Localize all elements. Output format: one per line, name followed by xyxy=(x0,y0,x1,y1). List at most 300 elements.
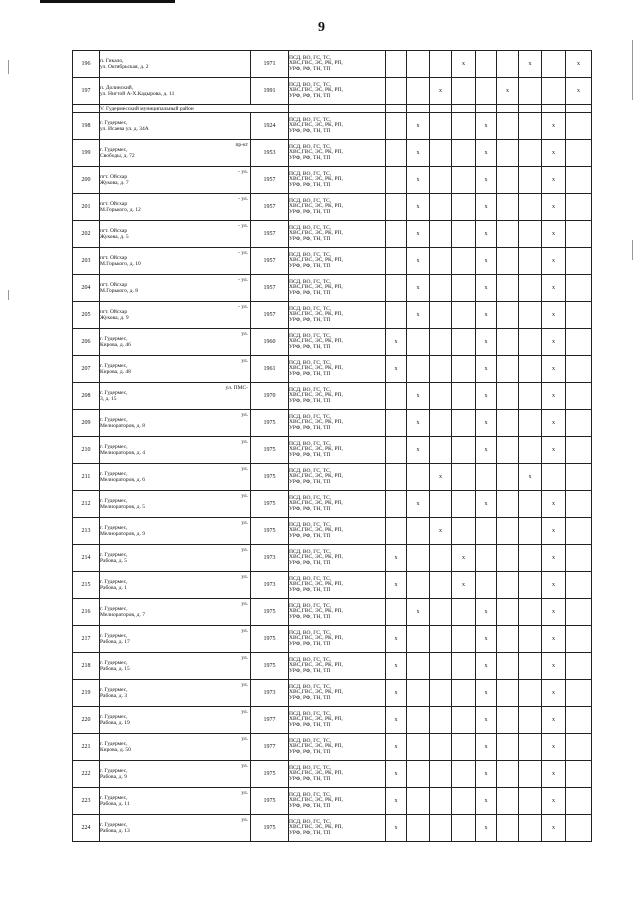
address-line-1: г. Гудермес, xyxy=(100,416,128,423)
systems-line-1: ПСД, ВО, ГС, ТС, xyxy=(289,305,332,312)
year-built: 1957 xyxy=(251,194,289,221)
mark-cell: x xyxy=(476,140,497,167)
year-built: 1975 xyxy=(251,761,289,788)
mark-cell xyxy=(519,518,542,545)
systems-line-1: ПСД, ВО, ГС, ТС, xyxy=(289,116,332,123)
systems-line-3: УРФ, РФ, ТН, ТП xyxy=(289,370,331,377)
mark-cell xyxy=(497,599,519,626)
mark-cell: x xyxy=(476,815,497,842)
mark-cell xyxy=(519,221,542,248)
table-row xyxy=(73,248,592,275)
systems-line-3: УРФ, РФ, ТН, ТП xyxy=(289,65,331,72)
mark-cell xyxy=(497,464,519,491)
mark-cell xyxy=(407,680,430,707)
year-built: 1975 xyxy=(251,626,289,653)
section-empty-cell xyxy=(289,105,386,113)
mark-cell xyxy=(566,653,592,680)
year-built: 1973 xyxy=(251,545,289,572)
row-number: 206 xyxy=(73,329,100,356)
mark-cell: x xyxy=(386,788,407,815)
table-row xyxy=(73,356,592,383)
address-cell xyxy=(100,383,251,410)
mark-cell xyxy=(407,464,430,491)
mark-cell xyxy=(519,302,542,329)
systems-line-3: УРФ, РФ, ТН, ТП xyxy=(289,586,331,593)
mark-cell xyxy=(497,518,519,545)
mark-cell xyxy=(430,653,452,680)
address-line-2: Мелиораторов, д. 5 xyxy=(100,504,145,510)
mark-cell xyxy=(497,734,519,761)
mark-cell xyxy=(519,707,542,734)
mark-cell: x xyxy=(407,194,430,221)
mark-cell xyxy=(430,113,452,140)
row-number: 203 xyxy=(73,248,100,275)
mark-cell xyxy=(566,275,592,302)
mark-cell xyxy=(430,329,452,356)
mark-cell xyxy=(452,707,476,734)
building-systems-cell xyxy=(289,545,386,572)
row-number: 214 xyxy=(73,545,100,572)
mark-cell: x xyxy=(476,599,497,626)
street-type: ул. xyxy=(241,412,248,418)
systems-line-2: ХВС,ГВС, ЭС, РК, РП, xyxy=(289,473,343,480)
street-type: - ул. xyxy=(238,223,248,229)
mark-cell xyxy=(407,788,430,815)
right-margin-mark xyxy=(632,240,633,260)
mark-cell xyxy=(430,140,452,167)
mark-cell xyxy=(519,383,542,410)
mark-cell: x xyxy=(519,464,542,491)
systems-line-1: ПСД, ВО, ГС, ТС, xyxy=(289,656,332,663)
mark-cell xyxy=(497,248,519,275)
mark-cell: x xyxy=(386,680,407,707)
year-built: 1975 xyxy=(251,518,289,545)
mark-cell xyxy=(386,194,407,221)
mark-cell xyxy=(542,51,566,78)
mark-cell xyxy=(566,410,592,437)
systems-line-2: ХВС,ГВС, ЭС, РК, РП, xyxy=(289,743,343,750)
street-type: ул. xyxy=(241,709,248,715)
street-type: ул. xyxy=(241,790,248,796)
mark-cell xyxy=(407,545,430,572)
mark-cell xyxy=(519,275,542,302)
mark-cell xyxy=(407,653,430,680)
year-built: 1957 xyxy=(251,167,289,194)
address-cell xyxy=(100,194,251,221)
building-systems-cell xyxy=(289,707,386,734)
mark-cell xyxy=(430,383,452,410)
address-line-1: п. Гикало, xyxy=(100,57,124,64)
left-margin-mark xyxy=(8,290,9,300)
mark-cell xyxy=(497,788,519,815)
year-built: 1973 xyxy=(251,680,289,707)
section-empty-cell xyxy=(452,105,476,113)
mark-cell xyxy=(519,815,542,842)
address-line-2: ул. Исаева ул. д. 34А xyxy=(100,126,149,132)
address-line-2: Рабова, д. 17 xyxy=(100,639,130,645)
year-built: 1977 xyxy=(251,707,289,734)
mark-cell xyxy=(430,302,452,329)
mark-cell: x xyxy=(476,653,497,680)
mark-cell: x xyxy=(452,572,476,599)
address-line-2: Кирова, д. 48 xyxy=(100,369,131,375)
mark-cell: x xyxy=(542,572,566,599)
street-type: - ул. xyxy=(238,304,248,310)
address-line-1: г. Гудермес, xyxy=(100,497,128,504)
systems-line-1: ПСД, ВО, ГС, ТС, xyxy=(289,170,332,177)
mark-cell xyxy=(407,356,430,383)
mark-cell xyxy=(386,113,407,140)
row-number: 211 xyxy=(73,464,100,491)
mark-cell xyxy=(430,815,452,842)
mark-cell: x xyxy=(542,140,566,167)
mark-cell xyxy=(430,707,452,734)
mark-cell: x xyxy=(407,437,430,464)
building-systems-cell xyxy=(289,572,386,599)
street-type: ул. xyxy=(241,736,248,742)
mark-cell xyxy=(566,518,592,545)
address-cell xyxy=(100,410,251,437)
building-systems-cell xyxy=(289,599,386,626)
building-systems-cell xyxy=(289,626,386,653)
address-line-1: г. Гудермес, xyxy=(100,443,128,450)
address-line-1: г. Гудермес, xyxy=(100,578,128,585)
mark-cell: x xyxy=(542,680,566,707)
year-built: 1975 xyxy=(251,788,289,815)
mark-cell xyxy=(497,545,519,572)
row-number: 199 xyxy=(73,140,100,167)
mark-cell xyxy=(566,356,592,383)
mark-cell: x xyxy=(542,815,566,842)
address-line-1: г. Гудермес, xyxy=(100,551,128,558)
building-systems-cell xyxy=(289,734,386,761)
address-line-2: Мелиораторов, д. 9 xyxy=(100,531,145,537)
mark-cell xyxy=(566,302,592,329)
mark-cell xyxy=(566,545,592,572)
address-line-2: М.Горького, д. 12 xyxy=(100,207,141,213)
systems-line-3: УРФ, РФ, ТН, ТП xyxy=(289,802,331,809)
address-line-1: г. Гудермес, xyxy=(100,335,128,342)
mark-cell xyxy=(566,599,592,626)
row-number: 216 xyxy=(73,599,100,626)
mark-cell: x xyxy=(566,51,592,78)
mark-cell: x xyxy=(476,356,497,383)
address-cell xyxy=(100,78,251,105)
address-line-2: Рабова, д. 19 xyxy=(100,720,130,726)
address-line-1: г. Гудермес, xyxy=(100,794,128,801)
mark-cell xyxy=(566,815,592,842)
address-cell xyxy=(100,329,251,356)
mark-cell: x xyxy=(407,383,430,410)
mark-cell: x xyxy=(542,383,566,410)
address-line-1: пгт. Ойсхар xyxy=(100,254,128,261)
mark-cell: x xyxy=(542,599,566,626)
mark-cell xyxy=(452,599,476,626)
mark-cell: x xyxy=(542,491,566,518)
mark-cell: x xyxy=(430,78,452,105)
address-cell xyxy=(100,356,251,383)
table-row xyxy=(73,788,592,815)
mark-cell xyxy=(430,356,452,383)
street-type: ул. xyxy=(241,439,248,445)
mark-cell xyxy=(452,383,476,410)
mark-cell xyxy=(386,248,407,275)
systems-line-1: ПСД, ВО, ГС, ТС, xyxy=(289,143,332,150)
year-built: 1975 xyxy=(251,653,289,680)
address-cell xyxy=(100,545,251,572)
systems-line-1: ПСД, ВО, ГС, ТС, xyxy=(289,251,332,258)
housing-register-table xyxy=(72,50,592,842)
mark-cell: x xyxy=(407,302,430,329)
mark-cell xyxy=(497,113,519,140)
mark-cell xyxy=(497,707,519,734)
year-built: 1991 xyxy=(251,78,289,105)
mark-cell xyxy=(386,464,407,491)
address-cell xyxy=(100,302,251,329)
address-line-1: г. Гудермес, xyxy=(100,470,128,477)
mark-cell xyxy=(452,140,476,167)
building-systems-cell xyxy=(289,51,386,78)
mark-cell xyxy=(430,761,452,788)
address-line-1: г. Гудермес, xyxy=(100,659,128,666)
systems-line-2: ХВС,ГВС, ЭС, РК, РП, xyxy=(289,284,343,291)
mark-cell: x xyxy=(476,113,497,140)
mark-cell: x xyxy=(386,545,407,572)
systems-line-3: УРФ, РФ, ТН, ТП xyxy=(289,829,331,836)
mark-cell xyxy=(497,275,519,302)
mark-cell xyxy=(519,788,542,815)
address-cell xyxy=(100,572,251,599)
mark-cell xyxy=(430,491,452,518)
mark-cell xyxy=(519,410,542,437)
table-row xyxy=(73,707,592,734)
mark-cell: x xyxy=(542,356,566,383)
mark-cell: x xyxy=(542,788,566,815)
mark-cell xyxy=(452,437,476,464)
systems-line-3: УРФ, РФ, ТН, ТП xyxy=(289,478,331,485)
mark-cell xyxy=(452,302,476,329)
building-systems-cell xyxy=(289,194,386,221)
mark-cell xyxy=(430,194,452,221)
street-type: ул. ПМС- xyxy=(225,385,248,391)
year-built: 1975 xyxy=(251,815,289,842)
mark-cell: x xyxy=(386,653,407,680)
building-systems-cell xyxy=(289,761,386,788)
mark-cell xyxy=(566,491,592,518)
systems-line-1: ПСД, ВО, ГС, ТС, xyxy=(289,548,332,555)
mark-cell: x xyxy=(430,464,452,491)
year-built: 1961 xyxy=(251,356,289,383)
mark-cell xyxy=(430,680,452,707)
table-body xyxy=(73,51,592,842)
mark-cell xyxy=(542,464,566,491)
mark-cell xyxy=(497,383,519,410)
systems-line-3: УРФ, РФ, ТН, ТП xyxy=(289,154,331,161)
mark-cell xyxy=(476,78,497,105)
mark-cell xyxy=(519,491,542,518)
table-row xyxy=(73,599,592,626)
mark-cell: x xyxy=(519,51,542,78)
address-cell xyxy=(100,815,251,842)
address-cell xyxy=(100,680,251,707)
row-number: 200 xyxy=(73,167,100,194)
mark-cell xyxy=(407,51,430,78)
address-line-2: Рабова, д. 11 xyxy=(100,801,130,807)
systems-line-2: ХВС,ГВС, ЭС, РК, РП, xyxy=(289,257,343,264)
mark-cell xyxy=(430,788,452,815)
mark-cell xyxy=(476,464,497,491)
systems-line-2: ХВС,ГВС, ЭС, РК, РП, xyxy=(289,87,343,94)
mark-cell: x xyxy=(566,78,592,105)
mark-cell xyxy=(476,545,497,572)
systems-line-2: ХВС,ГВС, ЭС, РК, РП, xyxy=(289,824,343,831)
systems-line-2: ХВС,ГВС, ЭС, РК, РП, xyxy=(289,797,343,804)
mark-cell xyxy=(430,572,452,599)
systems-line-3: УРФ, РФ, ТН, ТП xyxy=(289,505,331,512)
address-line-2: Жукова, д. 7 xyxy=(100,180,129,186)
section-empty-cell xyxy=(430,105,452,113)
systems-line-2: ХВС,ГВС, ЭС, РК, РП, xyxy=(289,770,343,777)
systems-line-2: ХВС,ГВС, ЭС, РК, РП, xyxy=(289,500,343,507)
mark-cell xyxy=(566,707,592,734)
address-line-2: Рабова, д. 1 xyxy=(100,585,128,591)
section-empty-cell xyxy=(519,105,542,113)
mark-cell xyxy=(519,248,542,275)
row-number: 204 xyxy=(73,275,100,302)
year-built: 1957 xyxy=(251,221,289,248)
year-built: 1977 xyxy=(251,734,289,761)
systems-line-3: УРФ, РФ, ТН, ТП xyxy=(289,181,331,188)
systems-line-2: ХВС,ГВС, ЭС, РК, РП, xyxy=(289,311,343,318)
mark-cell: x xyxy=(542,221,566,248)
systems-line-1: ПСД, ВО, ГС, ТС, xyxy=(289,710,332,717)
mark-cell: x xyxy=(407,140,430,167)
address-line-2: М.Горького, д. 8 xyxy=(100,288,139,294)
mark-cell xyxy=(519,599,542,626)
table-row xyxy=(73,51,592,78)
mark-cell xyxy=(566,437,592,464)
mark-cell xyxy=(407,761,430,788)
mark-cell xyxy=(497,410,519,437)
systems-line-2: ХВС,ГВС, ЭС, РК, РП, xyxy=(289,176,343,183)
building-systems-cell xyxy=(289,302,386,329)
table-row xyxy=(73,302,592,329)
mark-cell xyxy=(497,761,519,788)
address-cell xyxy=(100,734,251,761)
address-line-1: п. Долинский, xyxy=(100,84,134,91)
mark-cell: x xyxy=(542,302,566,329)
mark-cell xyxy=(430,221,452,248)
mark-cell xyxy=(497,329,519,356)
mark-cell xyxy=(452,78,476,105)
address-cell xyxy=(100,788,251,815)
mark-cell: x xyxy=(542,275,566,302)
mark-cell xyxy=(476,51,497,78)
building-systems-cell xyxy=(289,78,386,105)
mark-cell xyxy=(519,761,542,788)
mark-cell xyxy=(452,464,476,491)
mark-cell xyxy=(386,51,407,78)
mark-cell xyxy=(566,680,592,707)
mark-cell xyxy=(497,626,519,653)
systems-line-2: ХВС,ГВС, ЭС, РК, РП, xyxy=(289,689,343,696)
table-row xyxy=(73,437,592,464)
address-line-1: г. Гудермес, xyxy=(100,524,128,531)
table-row xyxy=(73,140,592,167)
mark-cell xyxy=(566,464,592,491)
mark-cell xyxy=(566,194,592,221)
address-cell xyxy=(100,275,251,302)
table-row xyxy=(73,626,592,653)
systems-line-1: ПСД, ВО, ГС, ТС, xyxy=(289,278,332,285)
street-type: ул. xyxy=(241,763,248,769)
systems-line-2: ХВС,ГВС, ЭС, РК, РП, xyxy=(289,60,343,67)
mark-cell: x xyxy=(476,248,497,275)
mark-cell: x xyxy=(542,734,566,761)
mark-cell: x xyxy=(476,680,497,707)
street-type: ул. xyxy=(241,547,248,553)
table-row xyxy=(73,194,592,221)
mark-cell xyxy=(566,734,592,761)
address-line-2: Рабова, д. 5 xyxy=(100,558,128,564)
year-built: 1973 xyxy=(251,572,289,599)
mark-cell: x xyxy=(452,51,476,78)
section-empty-cell xyxy=(497,105,519,113)
mark-cell xyxy=(452,356,476,383)
systems-line-2: ХВС,ГВС, ЭС, РК, РП, xyxy=(289,554,343,561)
row-number: 205 xyxy=(73,302,100,329)
street-type: ул. xyxy=(241,655,248,661)
address-line-1: г. Гудермес, xyxy=(100,119,128,126)
mark-cell xyxy=(430,51,452,78)
mark-cell xyxy=(497,51,519,78)
mark-cell xyxy=(566,626,592,653)
mark-cell xyxy=(407,734,430,761)
mark-cell: x xyxy=(386,572,407,599)
building-systems-cell xyxy=(289,167,386,194)
street-type: ул. xyxy=(241,520,248,526)
mark-cell: x xyxy=(476,302,497,329)
table-row xyxy=(73,572,592,599)
building-systems-cell xyxy=(289,788,386,815)
address-line-1: г. Гудермес, xyxy=(100,605,128,612)
mark-cell xyxy=(407,329,430,356)
systems-line-3: УРФ, РФ, ТН, ТП xyxy=(289,532,331,539)
mark-cell: x xyxy=(542,329,566,356)
table-row xyxy=(73,815,592,842)
mark-cell xyxy=(452,815,476,842)
mark-cell: x xyxy=(542,113,566,140)
systems-line-1: ПСД, ВО, ГС, ТС, xyxy=(289,791,332,798)
street-type: ул. xyxy=(241,331,248,337)
mark-cell xyxy=(407,707,430,734)
address-line-1: пгт. Ойсхар xyxy=(100,281,128,288)
table-row xyxy=(73,383,592,410)
systems-line-1: ПСД, ВО, ГС, ТС, xyxy=(289,54,332,61)
year-built: 1975 xyxy=(251,410,289,437)
address-line-2: Мелиораторов, д. 8 xyxy=(100,423,145,429)
address-line-1: г. Гудермес, xyxy=(100,632,128,639)
street-type: ул. xyxy=(241,574,248,580)
street-type: ул. xyxy=(241,493,248,499)
systems-line-1: ПСД, ВО, ГС, ТС, xyxy=(289,413,332,420)
mark-cell: x xyxy=(542,167,566,194)
systems-line-2: ХВС,ГВС, ЭС, РК, РП, xyxy=(289,203,343,210)
mark-cell xyxy=(542,78,566,105)
mark-cell: x xyxy=(476,437,497,464)
systems-line-3: УРФ, РФ, ТН, ТП xyxy=(289,92,331,99)
mark-cell xyxy=(476,572,497,599)
